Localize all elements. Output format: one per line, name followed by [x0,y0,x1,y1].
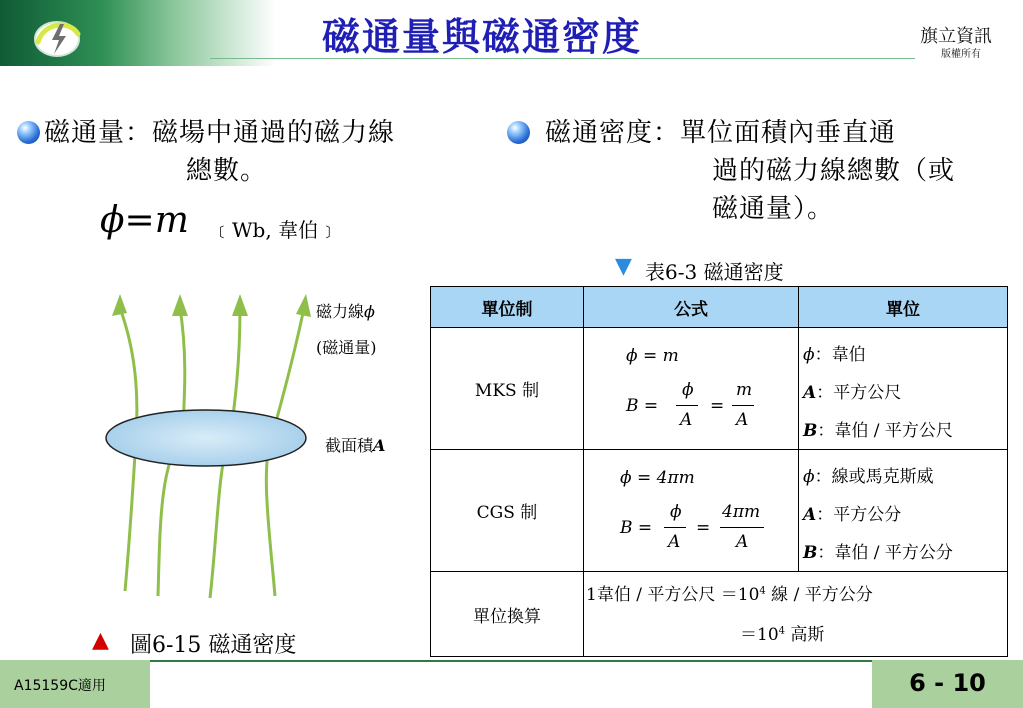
table-row-cgs [431,450,1008,572]
bullet-icon [17,121,40,144]
flux-lines-figure [100,286,320,606]
mks-unit-density-text: ：韋伯 / 平方公尺 [817,421,953,441]
table-header-row [431,287,1008,328]
cross-section-disc [106,410,306,466]
cgs-unit-density-sym: B [803,543,818,563]
mks-frac1-bar [676,405,698,406]
cgs-unit-flux-sym: ϕ [803,467,815,487]
mks-unit-density [803,416,953,441]
mks-frac1-den: A [680,410,693,430]
bullet-icon [507,121,530,144]
table-marker-icon: ▼ [615,254,632,279]
flux-density-table [430,286,1008,657]
logo-icon [30,14,84,60]
cgs-frac1-den: A [668,532,681,552]
mks-system-cell: MKS 制 [431,328,584,450]
header-unit: 單位 [799,287,1008,328]
table-caption: 表6-3 磁通密度 [645,260,784,284]
conversion-label-cell: 單位換算 [431,572,584,657]
cgs-formula-B: B = [620,518,653,538]
cgs-unit-area [803,500,901,525]
mks-frac2-den: A [736,410,749,430]
flux-lines-label [316,299,375,322]
mks-unit-cell [799,328,1008,450]
conversion-line2-exp: 4 [778,625,786,637]
cgs-unit-flux-text: ：線或馬克斯威 [814,467,934,487]
header-formula: 公式 [584,287,799,328]
cross-section-label-symbol: A [373,436,386,455]
figure-marker-icon: ▲ [92,628,109,653]
mks-frac1-num: ϕ [682,380,694,400]
cgs-frac1-num: ϕ [670,502,682,522]
table-row-mks [431,328,1008,450]
conversion-line1-b: 線 / 平方公分 [765,585,873,605]
cgs-unit-density [803,538,953,563]
flux-arrow-1 [112,294,127,316]
density-definition-line1: 磁通密度：單位面積內垂直通 [545,118,897,148]
cross-section-label [325,433,385,456]
mks-frac2-bar [732,405,754,406]
cgs-unit-cell [799,450,1008,572]
mks-unit-area-sym: A [803,383,817,403]
conversion-line1-a: 1韋伯 / 平方公尺 ＝10 [586,585,760,605]
flux-arrow-3 [232,294,248,316]
flux-lines-label-symbol: ϕ [364,302,375,321]
cgs-formula-eq: = [696,518,711,538]
table-row-conversion [431,572,1008,657]
conversion-line1 [586,580,873,605]
mks-formula-cell [584,328,799,450]
cgs-unit-area-text: ：平方公分 [816,505,902,525]
conversion-line2 [740,620,824,645]
cgs-frac2-den: A [736,532,749,552]
copyright-note: 版權所有 [941,49,981,60]
cgs-frac2-bar [720,527,764,528]
mks-unit-flux-sym: ϕ [803,345,815,365]
flux-arrow-2 [172,294,188,316]
conversion-line2-b: 高斯 [785,625,825,645]
density-definition-line2: 過的磁力線總數（或 [712,156,956,186]
cross-section-label-text: 截面積 [325,436,374,455]
figure-caption: 圖6-15 磁通密度 [130,633,297,658]
flux-definition-line1: 磁通量：磁場中通過的磁力線 [44,118,396,148]
mks-unit-area [803,378,901,403]
flux-quantity-label: (磁通量) [316,338,377,357]
cgs-frac2-num: 4πm [722,502,761,522]
mks-formula-line1: ϕ = m [626,346,679,366]
flux-formula: ϕ=m [100,200,189,241]
conversion-value-cell [584,572,1008,657]
mks-unit-flux [803,340,866,365]
cgs-system-cell: CGS 制 [431,450,584,572]
mks-unit-density-sym: B [803,421,818,441]
mks-formula-B: B = [626,396,659,416]
cgs-unit-area-sym: A [803,505,817,525]
course-code: A15159C適用 [14,678,106,694]
footer-divider [150,660,872,662]
cgs-formula-line1: ϕ = 4πm [620,468,695,488]
conversion-line2-a: ＝10 [740,625,779,645]
mks-formula-eq: = [710,396,725,416]
cgs-unit-density-text: ：韋伯 / 平方公分 [817,543,953,563]
brand-name: 旗立資訊 [920,26,992,47]
cgs-frac1-bar [664,527,686,528]
page-title: 磁通量與磁通密度 [322,14,643,59]
cgs-formula-cell [584,450,799,572]
page-number: 6 - 10 [909,669,986,697]
cgs-unit-flux [803,462,934,487]
mks-unit-area-text: ：平方公尺 [816,383,902,403]
mks-unit-flux-text: ：韋伯 [814,345,866,365]
flux-lines-label-text: 磁力線 [316,302,365,321]
flux-arrow-4 [296,294,311,317]
flux-definition-line2: 總數。 [186,156,268,186]
mks-frac2-num: m [736,380,753,400]
conversion-line1-exp: 4 [759,585,766,597]
flux-unit: ﹝Wb, 韋伯﹞ [212,218,339,242]
density-definition-line3: 磁通量）。 [712,194,835,224]
header-unit-system: 單位制 [431,287,584,328]
